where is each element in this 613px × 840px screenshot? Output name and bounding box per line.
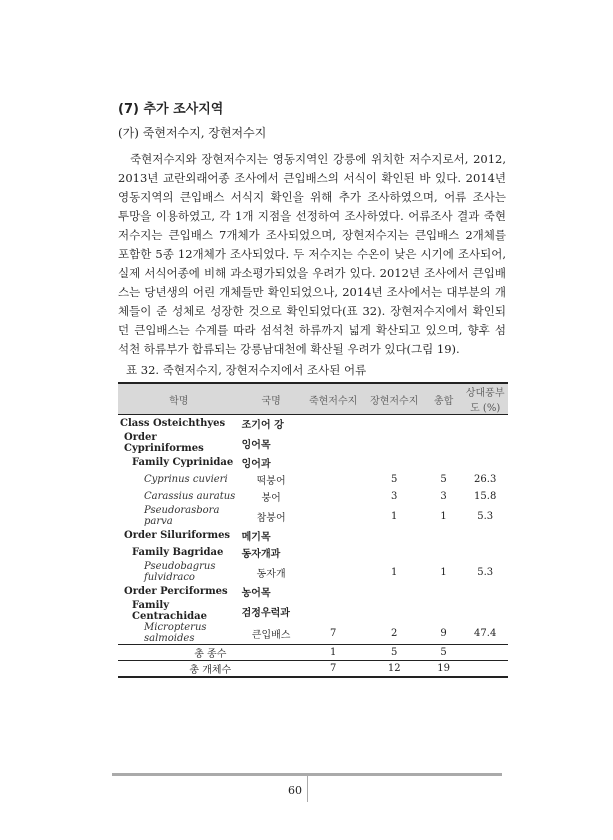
table-cell: 1	[391, 566, 398, 578]
table-cell	[462, 454, 508, 471]
table-row	[118, 454, 508, 471]
table-cell	[425, 583, 463, 600]
table-row	[118, 600, 508, 622]
col-header: 장현저수지	[364, 383, 425, 415]
table-cell: 5	[425, 645, 463, 661]
table-cell: 농어목	[241, 588, 271, 599]
table-cell: 26.3	[474, 474, 497, 485]
paragraph-line: 포함한 5종 12개체가 조사되었다. 두 저수지는 수온이 낮은 시기에 조사되어,	[118, 247, 506, 261]
table-cell	[303, 583, 364, 600]
table-cell: 검정우럭과	[241, 607, 290, 619]
table-cell	[364, 454, 425, 471]
table-cell	[425, 600, 463, 622]
table-row	[118, 583, 508, 600]
table-cell	[425, 415, 463, 433]
paragraph-line: 실제 서식어종에 비해 과소평가되었을 우려가 있다. 2012년 조사에서 큰입배	[118, 266, 506, 280]
table-cell	[303, 505, 364, 527]
table-cell	[364, 527, 425, 544]
table-cell	[462, 432, 508, 454]
table-cell	[425, 432, 463, 454]
table-cell: Family Centrachidae	[132, 600, 207, 622]
table-cell	[303, 432, 364, 454]
paragraph-line: 투망을 이용하였고, 각 1개 지점을 선정하여 조사하였다. 어류조사 결과 죽현	[118, 209, 506, 223]
paragraph-line: 던 큰입배스는 수계를 따라 섬석천 하류까지 넓게 확산되고 있으며, 향후 섬	[118, 323, 506, 337]
table-row	[118, 622, 508, 645]
table-cell: 12	[364, 661, 425, 678]
table-cell	[462, 600, 508, 622]
table-cell: 2	[391, 627, 398, 639]
section-heading: (7) 추가 조사지역	[118, 102, 224, 117]
table-cell: 7	[303, 661, 364, 678]
table-cell	[303, 600, 364, 622]
table-cell: Class Osteichthyes	[120, 418, 226, 429]
table-cell	[425, 454, 463, 471]
col-header: 상대풍부도 (%)	[462, 383, 508, 415]
table-row	[118, 544, 508, 561]
table-cell: 15.8	[474, 491, 497, 502]
table-cell: 47.4	[474, 627, 497, 639]
table-row	[118, 561, 508, 583]
table-cell: 메기목	[241, 532, 271, 543]
paragraph-line: 스는 당년생의 어린 개체들만 확인되었으나, 2014년 조사에서는 대부분의 개	[118, 285, 506, 299]
table-cell	[303, 561, 364, 583]
table-cell	[462, 645, 508, 661]
paragraph-line: 체들이 준 성체로 성장한 것으로 확인되었다(표 32). 장현저수지에서 확인되	[118, 304, 506, 318]
table-cell: 7	[329, 627, 337, 639]
paragraph-line: 영동지역의 큰입배스 서식지 확인을 위해 추가 조사하였으며, 어류 조사는	[118, 190, 506, 204]
table-cell: Pseudorasbora parva	[144, 505, 220, 527]
table-caption: 표 32. 죽현저수지, 장현저수지에서 조사된 어류	[126, 363, 367, 377]
subsection-heading: (가) 죽현저수지, 장현저수지	[118, 126, 267, 140]
table-row	[118, 432, 508, 454]
table-cell	[462, 544, 508, 561]
table-cell	[364, 432, 425, 454]
table-header-row	[118, 383, 508, 415]
table-cell	[303, 415, 364, 433]
body-paragraph	[118, 150, 506, 359]
table-cell: Family Bagridae	[132, 547, 224, 558]
paragraph-line: 2013년 교란외래어종 조사에서 큰입배스의 서식이 확인된 바 있다. 2014년	[118, 171, 506, 185]
table-cell	[303, 454, 364, 471]
table-cell: 5	[440, 474, 447, 485]
table-cell: Carassius auratus	[144, 491, 236, 502]
table-cell	[364, 600, 425, 622]
table-cell: 5.3	[477, 566, 494, 578]
table-cell	[462, 583, 508, 600]
table-cell: Pseudobagrus fulvidraco	[144, 561, 216, 583]
table-cell: 19	[425, 661, 463, 678]
paragraph-line: 죽현저수지와 장현저수지는 영동지역인 강릉에 위치한 저수지로서, 2012,	[130, 152, 506, 166]
table-cell: 동자개	[256, 568, 286, 580]
table-cell	[303, 471, 364, 488]
table-row	[118, 471, 508, 488]
paragraph-line: 석천 하류부가 합류되는 강릉남대천에 확산될 우려가 있다(그림 19).	[118, 342, 460, 356]
table-cell	[462, 661, 508, 678]
col-header: 국명	[240, 383, 303, 415]
table-row	[118, 488, 508, 505]
table-cell: 3	[391, 491, 398, 502]
table-cell: 1	[440, 510, 447, 522]
totals-row	[118, 661, 508, 678]
table-cell: Order Perciformes	[124, 586, 228, 597]
table-cell: 동자개과	[241, 549, 281, 560]
table-cell: 잉어목	[241, 439, 271, 451]
totals-row	[118, 645, 508, 661]
table-cell: 1	[391, 510, 398, 522]
table-cell: 총 개체수	[118, 661, 303, 678]
table-cell: Family Cyprinidae	[132, 457, 234, 468]
table-cell: 총 종수	[118, 645, 303, 661]
table-cell: 조기어 강	[241, 420, 284, 431]
table-cell: 큰입배스	[251, 629, 291, 641]
table-cell	[303, 527, 364, 544]
table-cell: 5	[391, 474, 398, 485]
table-row	[118, 527, 508, 544]
page-number: 60	[288, 784, 302, 797]
table-cell: 잉어과	[241, 459, 271, 470]
table-cell: 1	[303, 645, 364, 661]
paragraph-line: 저수지는 큰입배스 7개체가 조사되었으며, 장현저수지는 큰입배스 2개체를	[118, 228, 506, 242]
table-cell: 붕어	[261, 493, 281, 504]
table-cell	[425, 527, 463, 544]
table-cell	[303, 544, 364, 561]
table-cell: 9	[440, 627, 447, 639]
table-cell	[364, 583, 425, 600]
table-cell	[425, 544, 463, 561]
table-row	[118, 415, 508, 433]
footer-divider	[307, 776, 308, 802]
table-cell	[303, 488, 364, 505]
table-cell: Cyprinus cuvieri	[144, 474, 228, 485]
table-cell	[364, 544, 425, 561]
table-cell: Order Cypriniformes	[124, 432, 204, 454]
table-cell	[364, 415, 425, 433]
table-cell: Micropterus salmoides	[144, 622, 207, 644]
table-cell: 3	[440, 491, 447, 502]
table-cell: Order Siluriformes	[124, 530, 231, 541]
table-row	[118, 505, 508, 527]
table-cell: 참붕어	[256, 512, 286, 524]
col-header: 학명	[118, 383, 240, 415]
table-cell	[462, 415, 508, 433]
table-cell: 떡붕어	[256, 476, 286, 487]
table-cell: 5.3	[477, 510, 494, 522]
table-cell	[462, 527, 508, 544]
col-header: 죽현저수지	[303, 383, 364, 415]
fish-table	[118, 382, 508, 678]
col-header: 총합	[425, 383, 463, 415]
table-cell: 5	[364, 645, 425, 661]
table-cell: 1	[440, 566, 447, 578]
